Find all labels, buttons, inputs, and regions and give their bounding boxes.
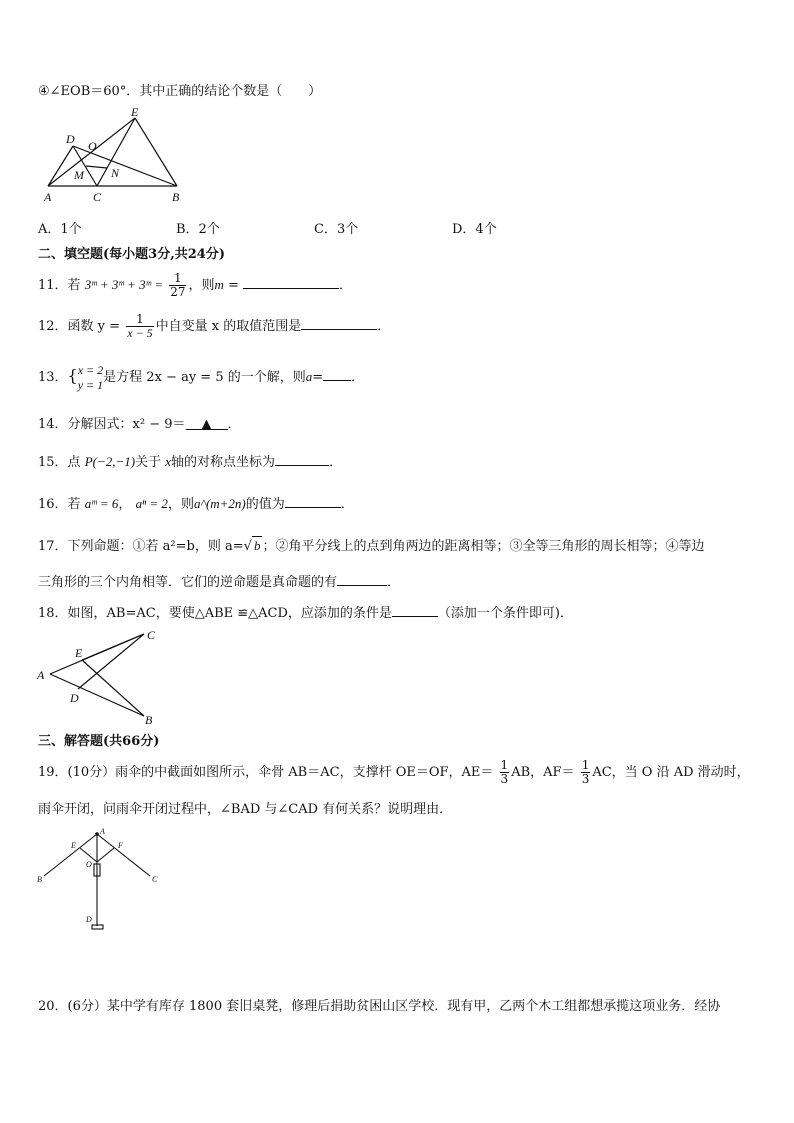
q15-num: 15．	[38, 455, 68, 470]
section-solve-heading: 三、解答题(共66分)	[38, 734, 160, 749]
q12-frac-den: x − 5	[127, 326, 153, 340]
q11-num: 11．	[38, 278, 68, 293]
q11-fraction	[169, 272, 186, 299]
q19-label-b: B	[37, 875, 42, 884]
q14-num: 14．	[38, 417, 68, 432]
q15-post2: 轴的对称点坐标为	[171, 455, 276, 470]
q18-pre: 18．如图，AB=AC，要使△ABE ≌△ACD，应添加的条件是	[38, 606, 392, 621]
q14-answer-blank[interactable]	[186, 416, 228, 430]
q13-post: 是方程 2x − ay = 5 的一个解，则	[103, 370, 306, 385]
q11-answer-blank[interactable]	[243, 275, 339, 289]
q19-label-d: D	[86, 915, 92, 924]
q19-strut-of	[97, 848, 114, 862]
q18-answer-blank[interactable]	[392, 603, 438, 617]
q16-a1: aᵐ = 6	[84, 496, 119, 511]
q12-answer-blank[interactable]	[301, 316, 377, 330]
q13-sys1: x = 2	[77, 362, 104, 377]
q11-frac-num: 1	[169, 272, 186, 286]
q19-line1	[38, 756, 750, 790]
q12	[38, 312, 390, 342]
q14	[38, 416, 241, 434]
q12-post: 中自变量 x 的取值范围是	[155, 319, 302, 334]
q13-end: ．	[351, 370, 365, 385]
q13-eq: =	[312, 370, 324, 385]
q11-end: ．	[339, 278, 353, 293]
q19-label-c: C	[152, 875, 158, 884]
q19-label-e: E	[71, 841, 76, 850]
q10-line-mn	[86, 166, 107, 168]
q17-line2-text: 三角形的三个内角相等．它们的逆命题是真命题的有	[38, 575, 338, 590]
q16	[38, 494, 354, 514]
q16-sep: ，	[118, 497, 132, 512]
q12-end: ．	[377, 319, 391, 334]
q14-end: ．	[227, 417, 241, 432]
q19-mid2: AC，当 O 沿 AD 滑动时，	[592, 765, 750, 780]
q16-num: 16．	[38, 497, 68, 512]
q10-label-d: D	[66, 132, 75, 146]
q18-label-b: B	[145, 713, 153, 726]
q10-condition: ④∠EOB＝60°．其中正确的结论个数是（ ）	[38, 84, 322, 99]
section-fill-heading: 二、填空题(每小题3分,共24分)	[38, 247, 225, 262]
q10-figure	[40, 106, 190, 206]
q18-post: （添加一个条件即可)．	[437, 606, 573, 621]
q17-line2	[38, 572, 400, 592]
q18-line-ab	[50, 674, 144, 716]
q18-line-dc	[78, 634, 144, 689]
q10-label-c: C	[93, 190, 102, 204]
q10-label-n: N	[111, 166, 120, 180]
q12-frac-num: 1	[126, 313, 153, 327]
q11-frac-den: 27	[170, 285, 186, 299]
q19-label-f: F	[118, 841, 123, 850]
q19-frac1-den: 3	[500, 772, 509, 786]
q19-mid1: AB，AF＝	[511, 765, 575, 780]
q18-line-eb	[82, 660, 144, 716]
q15-axis: x	[165, 454, 172, 469]
q14-text: 分解因式：x² − 9＝	[67, 417, 186, 432]
q20: 20．(6分）某中学有库存 1800 套旧桌凳，修理后捐助贫困山区学校．现有甲，乙两个木工组都想承揽这项业务．经协	[38, 999, 721, 1014]
q16-post: ，则	[167, 497, 194, 512]
q12-fraction	[126, 313, 153, 340]
q11-var: m	[214, 277, 224, 292]
q11-post: ，则	[188, 278, 215, 293]
q11-pre: 若	[67, 278, 81, 293]
q16-pre: 若	[67, 497, 81, 512]
q19-line2: 雨伞开闭，问雨伞开闭过程中，∠BAD 与∠CAD 有何关系？说明理由．	[38, 802, 453, 817]
q15-point: P(−2,−1)	[84, 454, 136, 469]
q10-label-a: A	[44, 190, 52, 204]
q13-brace: {	[67, 366, 78, 385]
q19-frac2-num: 1	[581, 758, 590, 772]
q18-line-ec	[82, 634, 144, 660]
q12-num: 12．	[38, 319, 68, 334]
q16-post2: 的值为	[245, 497, 285, 512]
q10-label-e: E	[131, 106, 139, 119]
q11-equation: 3ᵐ + 3ᵐ + 3ᵐ =	[84, 277, 164, 292]
q19-frac1-num: 1	[500, 758, 509, 772]
q17-sqrt: √ b	[243, 538, 261, 554]
q18-label-c: C	[147, 628, 156, 642]
q18-label-a: A	[37, 668, 45, 682]
q15	[38, 452, 342, 472]
q17-line1-pre: 17．下列命题：①若 a²=b，则 a=	[38, 539, 244, 554]
q17-line1	[38, 536, 704, 556]
q11	[38, 270, 352, 301]
q10-label-m: M	[74, 168, 84, 182]
q14-triangle-icon: ▲	[201, 417, 212, 432]
q16-answer-blank[interactable]	[285, 494, 341, 508]
q18	[38, 603, 573, 623]
q13-var: a	[305, 369, 313, 384]
q10-line-ad	[48, 146, 73, 186]
q13-sys2: y = 1	[77, 377, 104, 392]
q19-fraction-2	[581, 759, 591, 786]
q15-answer-blank[interactable]	[275, 452, 329, 466]
q17-answer-blank[interactable]	[337, 572, 387, 586]
q15-pre: 点	[67, 455, 81, 470]
q10-option-c: C．3个	[314, 222, 359, 237]
q10-label-b: B	[172, 190, 180, 204]
q18-label-d: D	[70, 691, 79, 705]
q15-end: ．	[329, 455, 343, 470]
q13-num: 13．	[38, 370, 68, 385]
q10-label-o: O	[88, 139, 97, 153]
q18-figure	[34, 626, 164, 726]
q10-option-d: D．4个	[452, 222, 497, 237]
q17-line1-post: ；②角平分线上的点到角两边的距离相等；③全等三角形的周长相等；④等边	[262, 539, 705, 554]
q10-option-b: B．2个	[176, 222, 220, 237]
q16-end: ．	[340, 497, 354, 512]
q13	[38, 360, 364, 394]
q10-option-a: A．1个	[38, 222, 82, 237]
q17-root: b	[253, 538, 261, 553]
q10-line-eb	[135, 118, 177, 186]
q13-system	[78, 363, 103, 393]
q19-frac2-den: 3	[581, 772, 590, 786]
q19-point-a	[95, 832, 99, 836]
q19-label-a: A	[100, 827, 105, 836]
q17-end: ．	[387, 575, 401, 590]
q19-umbrella-figure	[34, 826, 164, 932]
q19-pre: 19．(10分）雨伞的中截面如图所示，伞骨 AB＝AC，支撑杆 OE＝OF，AE＝	[38, 765, 494, 780]
q12-pre: 函数 y =	[67, 319, 121, 334]
q18-label-e: E	[75, 646, 83, 660]
q16-expr: a^(m+2n)	[193, 496, 246, 511]
q15-post: 关于	[135, 455, 162, 470]
q19-fraction-1	[500, 759, 510, 786]
q13-answer-blank[interactable]	[323, 367, 351, 381]
q11-eq2: =	[223, 278, 239, 293]
q16-a2: aⁿ = 2	[135, 496, 168, 511]
q19-label-o: O	[86, 860, 92, 869]
